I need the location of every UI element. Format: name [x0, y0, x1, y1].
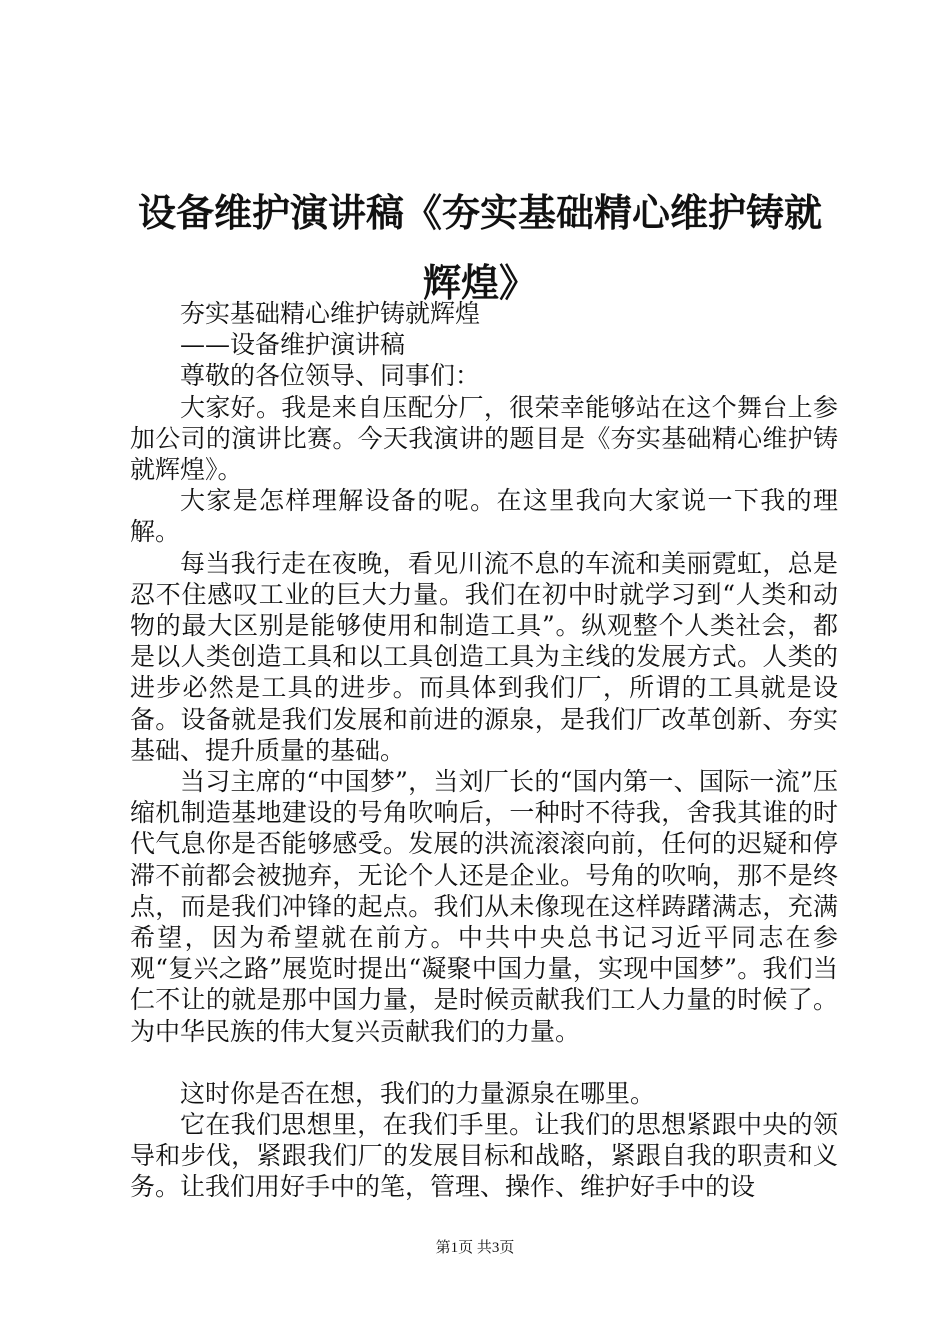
paragraph: 它在我们思想里，在我们手里。让我们的思想紧跟中央的领导和步伐，紧跟我们厂的发展目标和战略，紧跟自我的职责和义务。让我们用好手中的笔，管理、操作、维护好手中的设 — [130, 1110, 838, 1202]
document-body — [130, 298, 838, 1203]
paragraph: 大家好。我是来自压配分厂，很荣幸能够站在这个舞台上参加公司的演讲比赛。今天我演讲的题目是《夯实基础精心维护铸就辉煌》。 — [130, 392, 838, 485]
paragraph: 大家是怎样理解设备的呢。在这里我向大家说一下我的理解。 — [130, 486, 838, 547]
document-title: 设备维护演讲稿《夯实基础精心维护铸就辉煌》 — [137, 190, 822, 305]
paragraph: 当习主席的“中国梦”，当刘厂长的“国内第一、国际一流”压缩机制造基地建设的号角吹响后，一种时不待我，舍我其谁的时代气息你是否能够感受。发展的洪流滚滚向前，任何的迟疑和停滞不前都会被抛弃，无论个人还是企业。号角的吹响，那不是终点，而是我们冲锋的起点。我们从未像现在这样踌躇满志，充满希望，因为希望就在前方。中共中央总书记习近平同志在参观“复兴之路”展览时提出“凝聚中国力量，实现中国梦”。我们当仁不让的就是那中国力量，是时候贡献我们工人力量的时候了。为中华民族的伟大复兴贡献我们的力量。 — [130, 767, 838, 1046]
salutation: 尊敬的各位领导、同事们： — [180, 361, 481, 391]
speech-heading: 夯实基础精心维护铸就辉煌 — [180, 299, 481, 328]
paragraph: 每当我行走在夜晚，看见川流不息的车流和美丽霓虹，总是忍不住感叹工业的巨大力量。我们在初中时就学习到“人类和动物的最大区别是能够使用和制造工具”。纵观整个人类社会，都是以人类创造工具和以工具创造工具为主线的发展方式。人类的进步必然是工具的进步。而具体到我们厂，所谓的工具就是设备。设备就是我们发展和前进的源泉，是我们厂改革创新、夯实基础、提升质量的基础。 — [130, 548, 838, 765]
paragraph: 这时你是否在想，我们的力量源泉在哪里。 — [180, 1078, 656, 1108]
speech-subheading: ——设备维护演讲稿 — [180, 330, 406, 360]
page-number-footer: 第1页 共3页 — [435, 1240, 515, 1256]
